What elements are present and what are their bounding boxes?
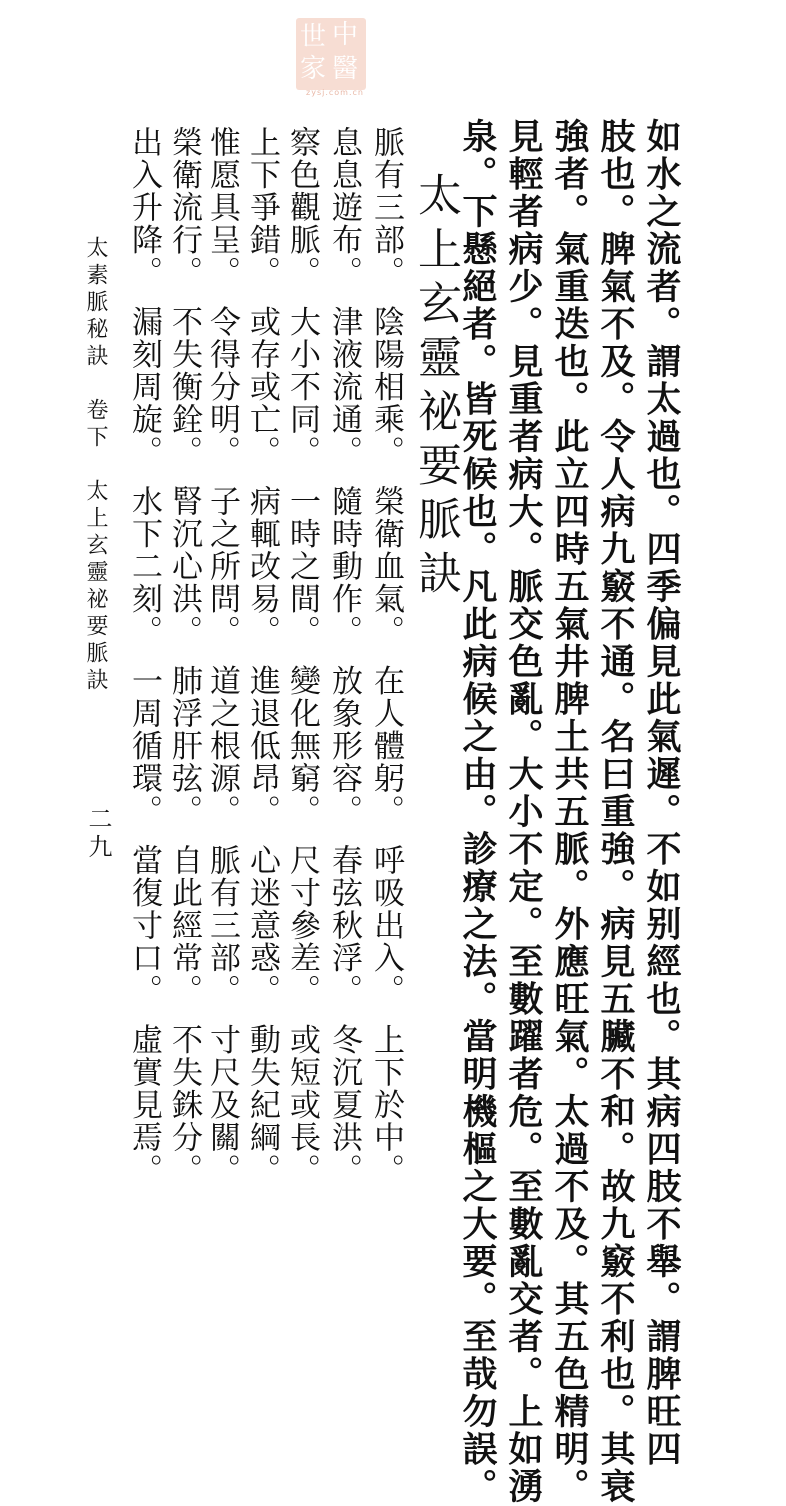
watermark-glyph: 中 — [332, 20, 359, 50]
commentary-column: 肢也。脾氣不及。令人病九竅不通。名曰重強。病見五臟不和。故九竅不利也。其衰 — [595, 118, 636, 1506]
commentary-column: 泉。下懸絕者。皆死候也。凡此病候之由。診療之法。當明機樞之大要。至哉勿誤。 — [457, 118, 498, 1506]
watermark-glyph: 醫 — [332, 54, 359, 84]
running-footer: 太素脈秘訣 卷下 太上玄靈祕要脈訣 — [83, 236, 108, 695]
watermark-logo — [296, 18, 366, 90]
verse-column: 出入升降。 漏刻周旋。 水下二刻。 一周循環。 當復寸口。 虛實見焉。 — [126, 126, 162, 1186]
watermark-glyph: 家 — [300, 54, 327, 84]
verse-column: 察色觀脈。 大小不同。 一時之間。 變化無窮。 尺寸參差。 或短或長。 — [284, 126, 320, 1186]
section-title: 太上玄靈祕要脈訣 — [410, 172, 461, 604]
commentary-column: 如水之流者。謂太過也。四季偏見此氣遲。不如别經也。其病四肢不舉。謂脾旺四 — [641, 118, 682, 1468]
verse-column: 惟愿具呈。 令得分明。 子之所問。 道之根源。 脈有三部。 寸尺及關。 — [204, 126, 240, 1186]
page-number: 二九 — [84, 806, 112, 862]
watermark-glyph: 世 — [300, 22, 327, 52]
verse-column: 息息遊布。 津液流通。 隨時動作。 放象形容。 春弦秋浮。 冬沉夏洪。 — [326, 126, 362, 1186]
watermark-url: zysj.com.cn — [306, 88, 364, 97]
commentary-column: 見輕者病少。見重者病大。脈交色亂。大小不定。至數躍者危。至數亂交者。上如湧 — [503, 118, 544, 1506]
commentary-column: 強者。氣重迭也。此立四時五氣井脾土共五脈。外應旺氣。太過不及。其五色精明。 — [549, 118, 590, 1506]
verse-column: 脈有三部。 陰陽相乘。 榮衛血氣。 在人體躬。 呼吸出入。 上下於中。 — [368, 126, 404, 1186]
verse-column: 榮衛流行。 不失衡銓。 腎沉心洪。 肺浮肝弦。 自此經常。 不失銖分。 — [166, 126, 202, 1186]
verse-column: 上下爭錯。 或存或亡。 病輒改易。 進退低昂。 心迷意惑。 動失紀綱。 — [244, 126, 280, 1186]
